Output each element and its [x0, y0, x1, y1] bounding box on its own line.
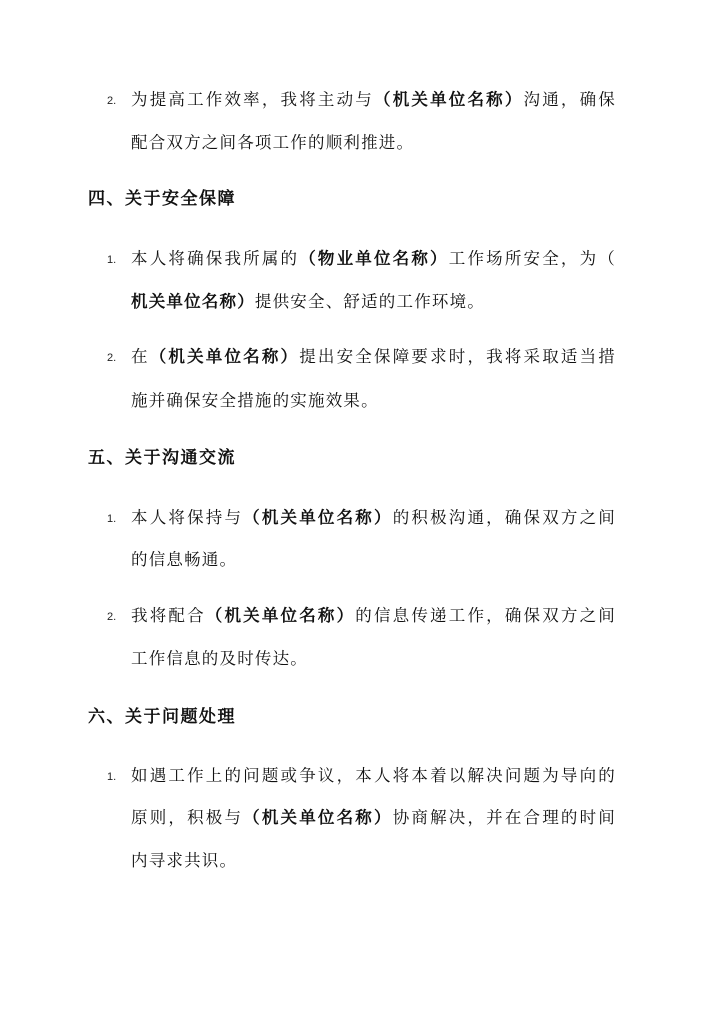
list-number: 1.: [107, 513, 117, 525]
paragraph-line: [131, 292, 631, 312]
placeholder-bold: （机关单位名称）: [205, 606, 356, 625]
placeholder-bold: （机关单位名称）: [243, 808, 393, 827]
paragraph-line: 内寻求共识。: [131, 851, 238, 870]
text-span: 沟通，确保: [523, 90, 616, 109]
section-heading: 六、关于问题处理: [88, 707, 236, 727]
paragraph-line: [131, 508, 616, 528]
text-span: 的积极沟通，确保双方之间: [392, 508, 616, 527]
text-span: 本人将确保我所属的: [131, 249, 300, 268]
text-span: 提供安全、舒适的工作环境。: [254, 292, 486, 311]
paragraph-line: 施并确保安全措施的实施效果。: [131, 391, 379, 410]
section-heading: 四、关于安全保障: [88, 189, 236, 209]
text-span: 协商解决，并在合理的时间: [392, 808, 616, 827]
list-number: 2.: [107, 352, 117, 364]
placeholder-bold: （物业单位名称）: [299, 249, 449, 268]
text-span: 工作场所安全，为（: [448, 249, 616, 268]
paragraph-line: 配合双方之间各项工作的顺利推进。: [131, 133, 415, 152]
placeholder-bold: （机关单位名称）: [374, 90, 524, 109]
text-span: 提出安全保障要求时，我将采取适当措: [299, 347, 616, 366]
paragraph-line: [131, 808, 616, 828]
list-number: 1.: [107, 771, 117, 783]
paragraph-line: 工作信息的及时传达。: [131, 649, 308, 668]
paragraph-line: [131, 90, 616, 110]
section-heading: 五、关于沟通交流: [88, 448, 236, 468]
text-span: 的信息传递工作，确保双方之间: [355, 606, 616, 625]
text-span: 为提高工作效率，我将主动与: [131, 90, 374, 109]
text-span: 本人将保持与: [131, 508, 244, 527]
paragraph-line: [131, 606, 616, 626]
list-number: 2.: [107, 611, 117, 623]
text-span: 我将配合: [131, 606, 206, 625]
text-span: 在: [131, 347, 150, 366]
placeholder-bold: （机关单位名称）: [149, 347, 300, 366]
placeholder-bold: （机关单位名称）: [243, 508, 393, 527]
placeholder-bold: 机关单位名称）: [131, 292, 255, 311]
paragraph-line: 如遇工作上的问题或争议，本人将本着以解决问题为导向的: [131, 766, 616, 785]
text-span: 原则，积极与: [131, 808, 244, 827]
paragraph-line: 的信息畅通。: [131, 550, 238, 569]
paragraph-line: [131, 347, 616, 367]
list-number: 2.: [107, 95, 117, 107]
paragraph-line: [131, 249, 616, 269]
list-number: 1.: [107, 254, 117, 266]
